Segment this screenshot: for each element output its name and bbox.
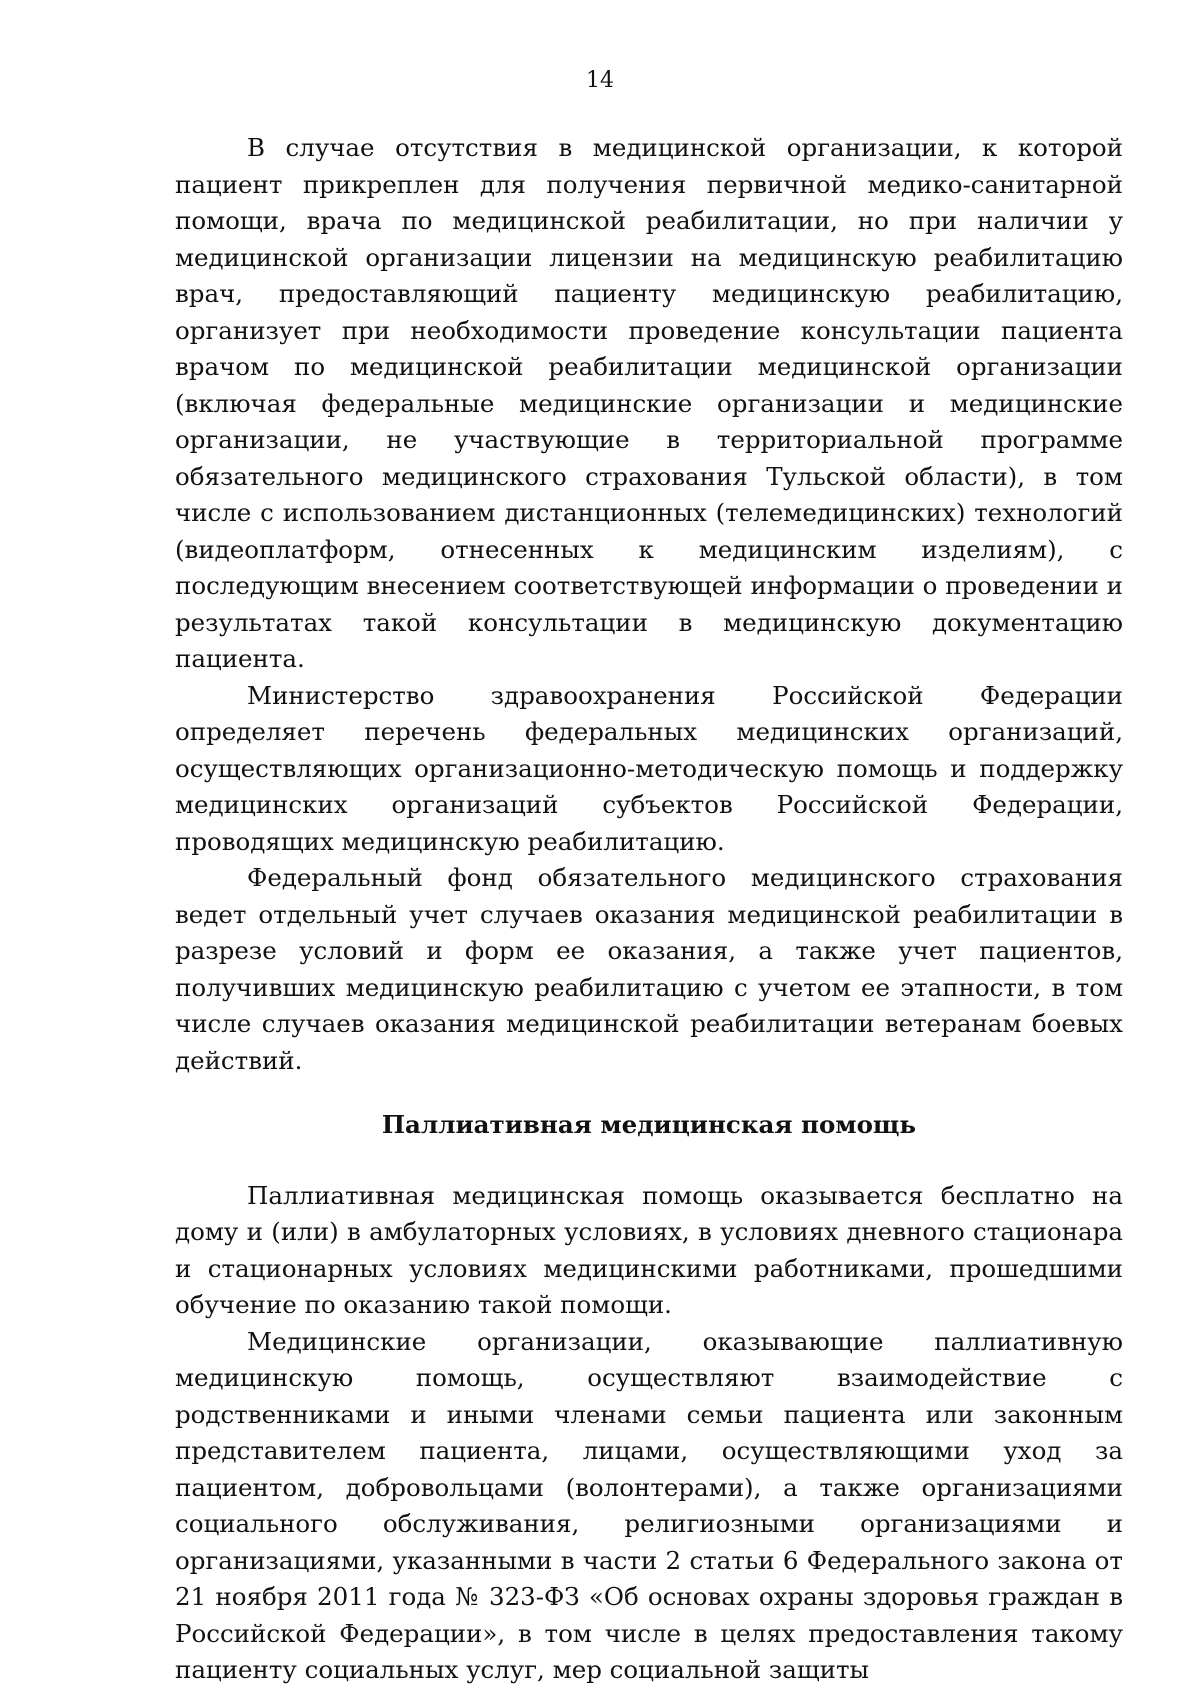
document-body <box>175 130 1123 1689</box>
paragraph-palliative-free: Паллиативная медицинская помощь оказывается бесплатно на дому и (или) в амбулаторных условиях, в условиях дневного стационара и стационарных условиях медицинскими работниками, прошедшими обучение по оказанию такой помощи. <box>175 1180 1123 1319</box>
section-heading: Паллиативная медицинская помощь <box>381 1110 917 1139</box>
paragraph-oms-fund-accounting: Федеральный фонд обязательного медицинского страхования ведет отдельный учет случаев оказания медицинской реабилитации в разрезе условий и форм ее оказания, а также учет пациентов, получивших медицинскую реабилитацию с учетом ее этапности, в том числе случаев оказания медицинской реабилитации ветеранам боевых действий. <box>175 863 1123 1075</box>
paragraph-rehab-consultation: В случае отсутствия в медицинской организации, к которой пациент прикреплен для получения первичной медико-санитарной помощи, врача по медицинской реабилитации, но при наличии у медицинской организации лицензии на медицинскую реабилитацию врач, предоставляющий пациенту медицинскую реабилитацию, организует при необходимости проведение консультации пациента врачом по медицинской реабилитации медицинской организации (включая федеральные медицинские организации и медицинские организации, не участвующие в территориальной программе обязательного медицинского страхования Тульской области), в том числе с использованием дистанционных (телемедицинских) технологий (видеоплатформ, отнесенных к медицинским изделиям), с последующим внесением соответствующей информации о проведении и результатах такой консультации в медицинскую документацию пациента. <box>175 133 1123 673</box>
paragraph-palliative-interaction: Медицинские организации, оказывающие паллиативную медицинскую помощь, осуществляют взаимодействие с родственниками и иными членами семьи пациента или законным представителем пациента, лицами, осуществляющими уход за пациентом, добровольцами (волонтерами), а также организациями социального обслуживания, религиозными организациями и организациями, указанными в части 2 статьи 6 Федерального закона от 21 ноября 2011 года № 323-ФЗ «Об основах охраны здоровья граждан в Российской Федерации», в том числе в целях предоставления такому пациенту социальных услуг, мер социальной защиты <box>175 1326 1123 1684</box>
page-number: 14 <box>586 68 614 93</box>
paragraph-ministry-list: Министерство здравоохранения Российской Федерации определяет перечень федеральных медицинских организаций, осуществляющих организационно-методическую помощь и поддержку медицинских организаций субъектов Российской Федерации, проводящих медицинскую реабилитацию. <box>175 680 1123 856</box>
